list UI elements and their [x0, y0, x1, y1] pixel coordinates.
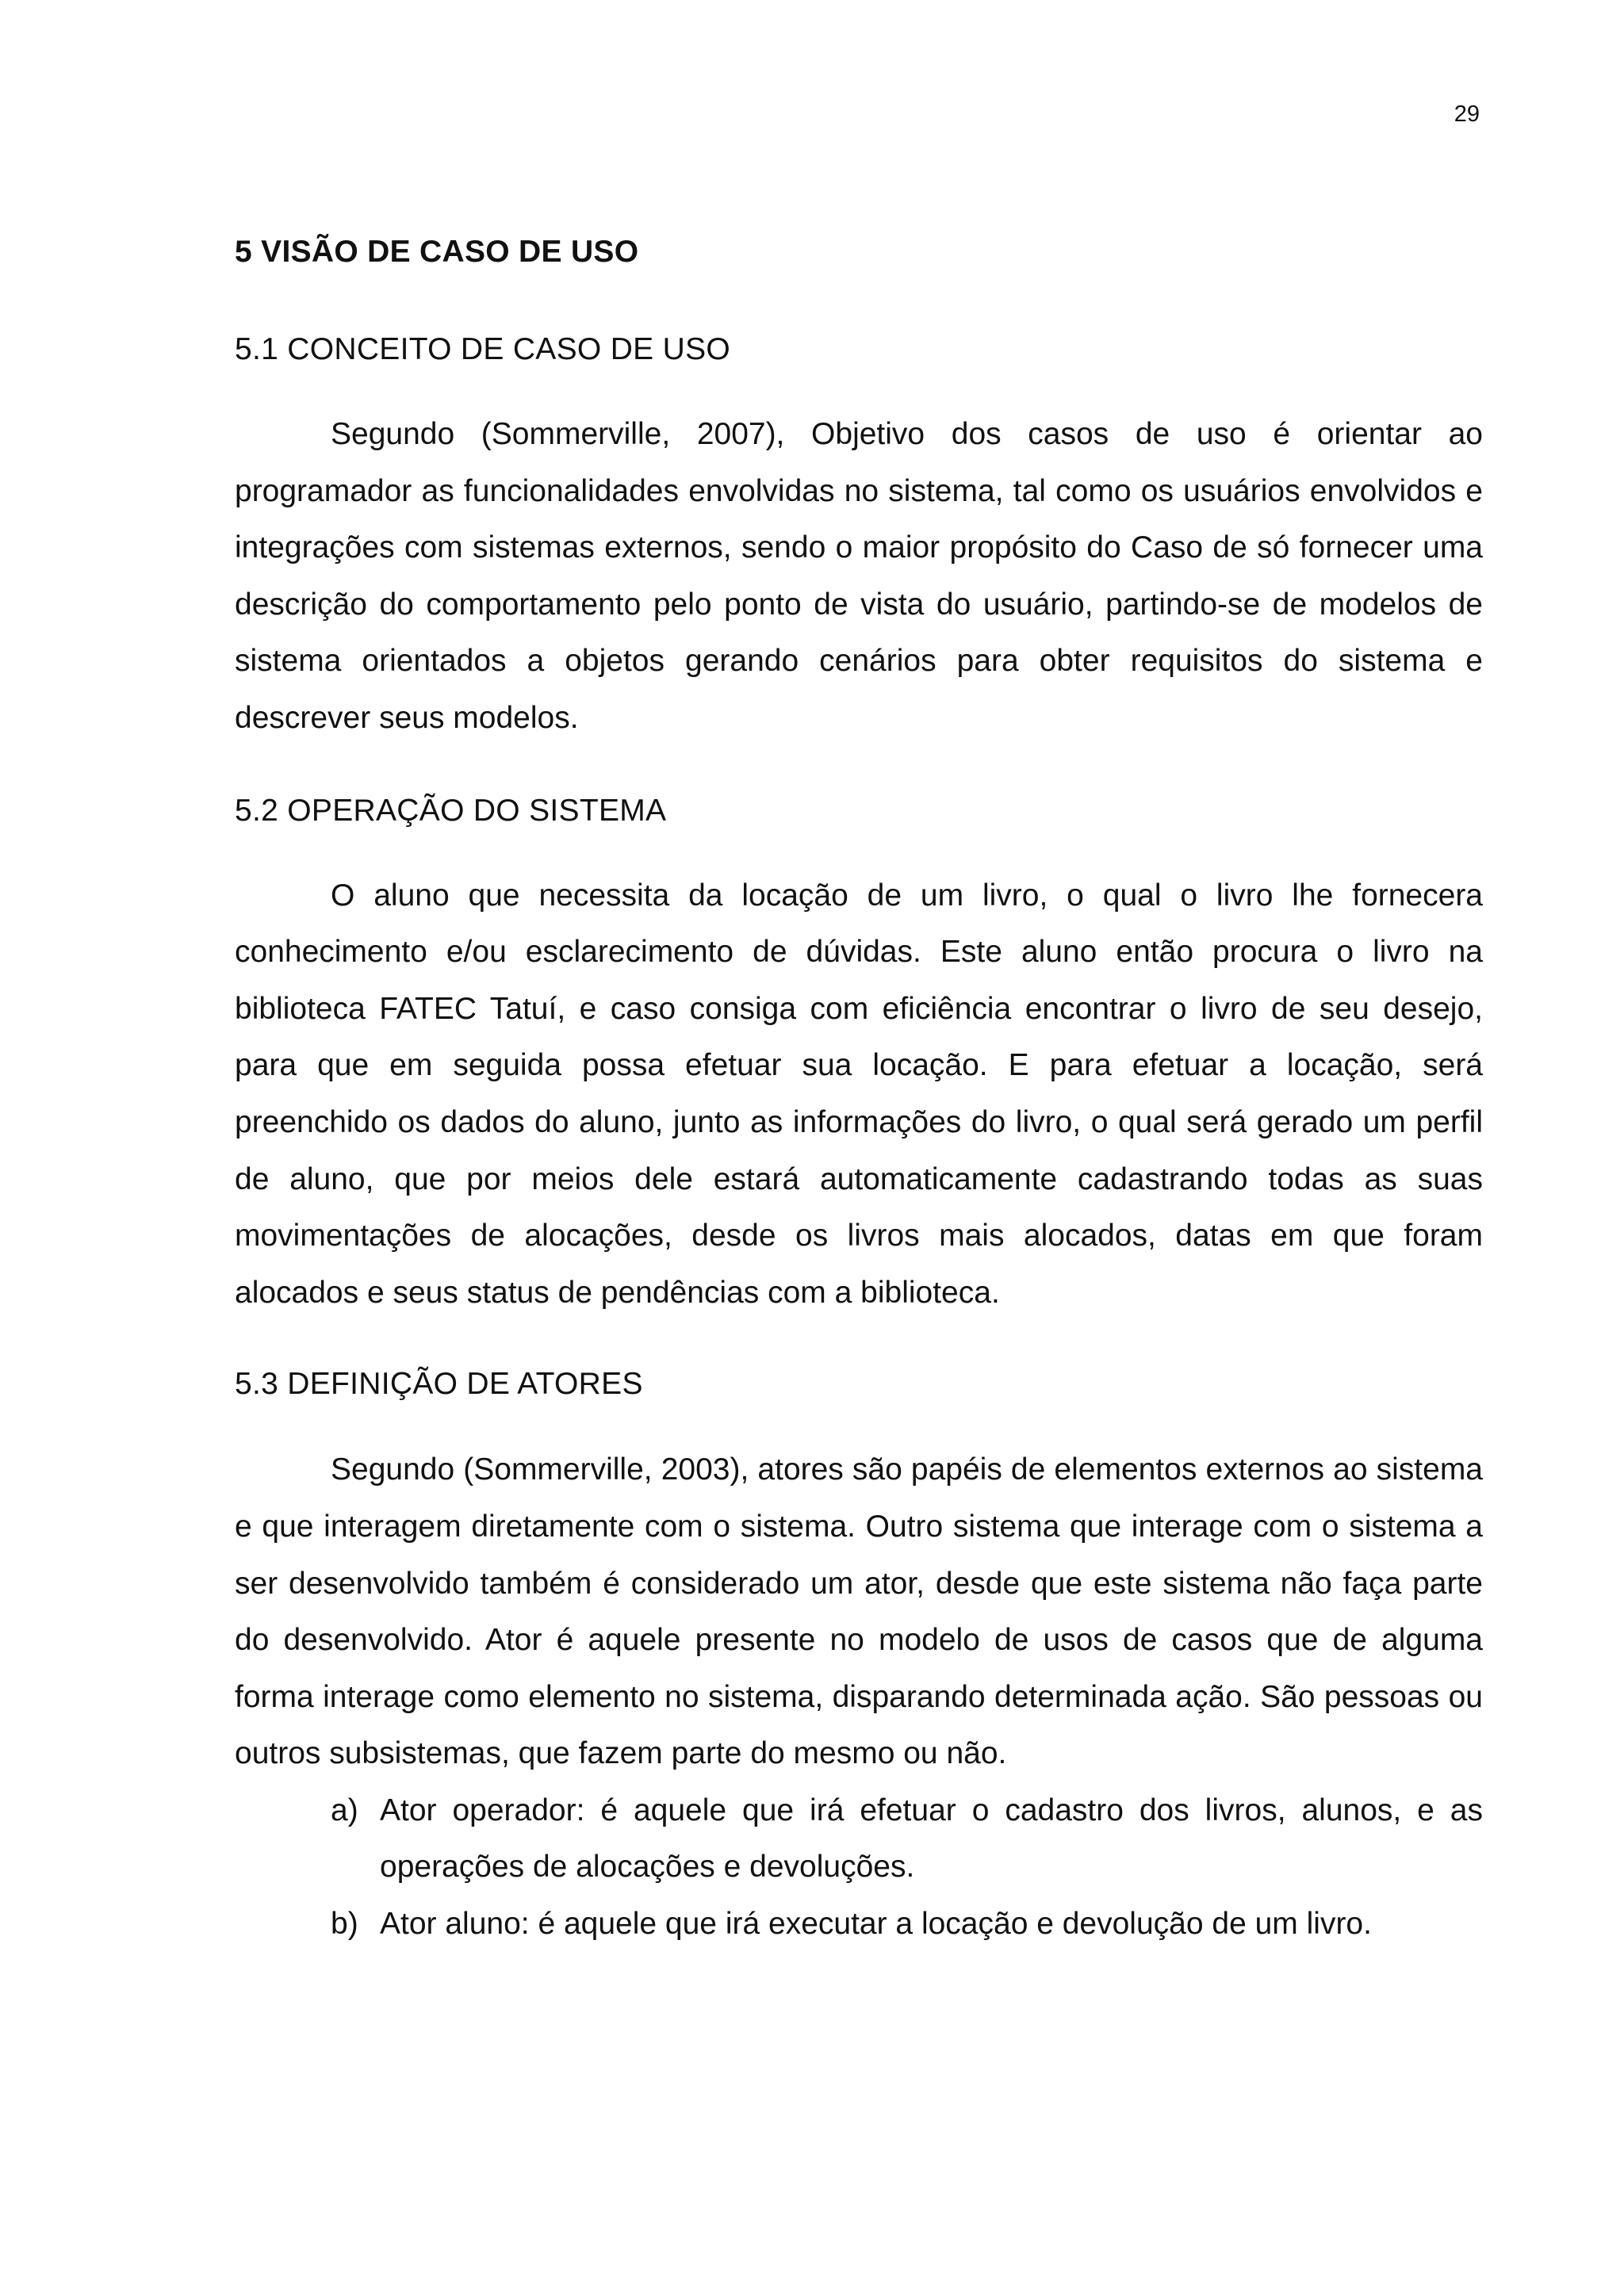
list-item-text: Ator aluno: é aquele que irá executar a locação e devolução de um livro.: [380, 1907, 1372, 1942]
page-number: 29: [1454, 101, 1480, 127]
section-paragraph-5-2: O aluno que necessita da locação de um livro, o qual o livro lhe fornecera conhecimento e/ou esclarecimento de dúvidas. Este aluno então procura o livro na biblioteca FATEC Tatuí, e caso consiga com eficiência encontrar o livro de seu desejo, para que em seguida possa efetuar sua locação. E para efetuar a locação, será preenchido os dados do aluno, junto as informações do livro, o qual será gerado um perfil de aluno, que por meios dele estará automaticamente cadastrando todas as suas movimentações de alocações, desde os livros mais alocados, datas em que foram alocados e seus status de pendências com a biblioteca.: [235, 878, 1483, 1310]
document-body: [235, 228, 1483, 1953]
section-paragraph-5-1: Segundo (Sommerville, 2007), Objetivo dos casos de uso é orientar ao programador as funcionalidades envolvidas no sistema, tal como os usuários envolvidos e integrações com sistemas externos, sendo o maior propósito do Caso de só fornecer uma descrição do comportamento pelo ponto de vista do usuário, partindo-se de modelos de sistema orientados a objetos gerando cenários para obter requisitos do sistema e descrever seus modelos.: [235, 417, 1483, 735]
list-item: [235, 1896, 1483, 1953]
section-heading-5-3: 5.3 DEFINIÇÃO DE ATORES: [235, 1367, 643, 1402]
list-item-text: Ator operador: é aquele que irá efetuar o cadastro dos livros, alunos, e as operações de alocações e devoluções.: [380, 1793, 1483, 1885]
list-marker: a): [331, 1793, 358, 1827]
section-heading-5-2: 5.2 OPERAÇÃO DO SISTEMA: [235, 793, 667, 828]
list-item: [235, 1782, 1483, 1896]
chapter-title: 5 VISÃO DE CASO DE USO: [235, 235, 639, 269]
section-heading-5-1: 5.1 CONCEITO DE CASO DE USO: [235, 332, 731, 366]
actors-list: [235, 1782, 1483, 1953]
list-marker: b): [331, 1907, 358, 1942]
section-paragraph-5-3: Segundo (Sommerville, 2003), atores são papéis de elementos externos ao sistema e que interagem diretamente com o sistema. Outro sistema que interage com o sistema a ser desenvolvido também é considerado um ator, desde que este sistema não faça parte do desenvolvido. Ator é aquele presente no modelo de usos de casos que de alguma forma interage como elemento no sistema, disparando determinada ação. São pessoas ou outros subsistemas, que fazem parte do mesmo ou não.: [235, 1452, 1483, 1771]
